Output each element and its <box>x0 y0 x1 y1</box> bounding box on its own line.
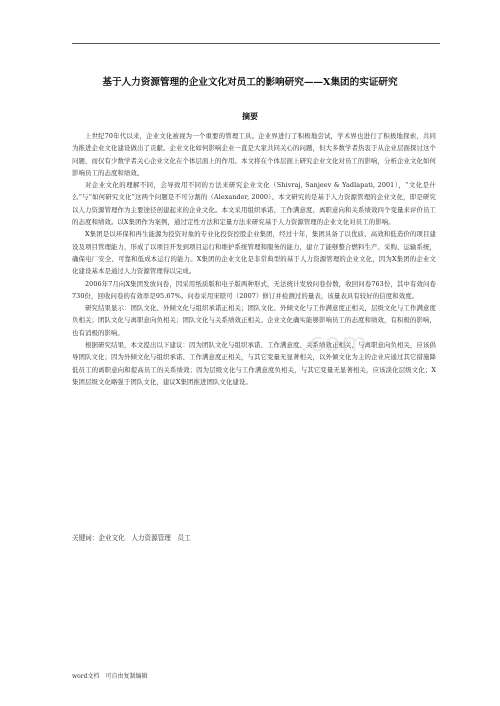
abstract-body <box>72 130 436 388</box>
keywords: 关键词：企业文化 人力资源管理 员工 <box>72 534 191 542</box>
watermark: .com <box>300 328 368 358</box>
abstract-heading: 摘要 <box>242 111 258 121</box>
page-footer: word文档 可自由复制编辑 <box>72 673 148 680</box>
paragraph: 研究结果显示：团队文化、外倾文化与组织承诺正相关；团队文化、外倾文化与工作满意度正相关，层级文化与工作满意度负相关；团队文化与离职意向负相关；团队文化与关系绩效正相关。企业文化确实能够影响员工的态度和绩效，有积极的影响，也有消极的影响。 <box>72 304 436 337</box>
paragraph: 根据研究结果，本文提出以下建议：因为团队文化与组织承诺、工作满意度、关系绩效正相关，与离职意向负相关，应该倡导团队文化；因为外倾文化与组织承诺、工作满意度正相关，与其它变量无显著相关，以外倾文化为主的企业应通过其它措施降低员工的离职意向和提高员工的关系绩效；因为层级文化与工作满意度负相关，与其它变量无显著相关，应该淡化层级文化；X集团层级文化略强于团队文化，建议X集团推进团队文化建设。 <box>72 341 436 386</box>
paragraph: 对企业文化的理解不同，会导致用不同的方法来研究企业文化（Shivraj, Sanjeev & Yadlapati, 2001），“文化是什么”与“如何研究文化”这两个问题是不可分割的（Alexander, 2000）。本文研究的是基于人力资源管理的企业文化，即是研究以人力资源管理作为主要途径创建起来的企业文化。本文采用组织承诺、工作满意度、离职意向和关系绩效四个变量来评价员工的态度和绩效。以X集团作为案例，通过定性方法和定量方法来研究基于人力资源管理的企业文化对员工的影响。 <box>72 181 436 227</box>
paragraph: 上世纪70年代以来，企业文化被视为一个重要的管理工具。企业界进行了积极地尝试，学术界也进行了积极地探索，共同为推进企业文化建设做出了贡献。企业文化如何影响企业一直是大家共同关心的问题，但大多数学者热衷于从企业层面探讨这个问题，而仅有少数学者关心企业文化在个体层面上的作用。本文将在个体层面上研究企业文化对员工的影响，分析企业文化如何影响员工的态度和绩效。 <box>72 132 436 177</box>
paragraph: 2006年7月向X集团发放问卷，因采用纸质版和电子版两种形式，无法统计发放问卷份数，收回问卷763份，其中有效问卷730份，回收问卷的有效率是95.67%。问卷采用宋联可（2007）修订并检测过的量表，该量表具有较好的信度和效度。 <box>72 279 436 300</box>
paragraph: X集团是以环保和再生能源为投资对象的专业化投资控股企业集团，经过十年，集团具备了以优质、高效和低造价的项目建设及项目管理能力，形成了以项目开发到项目运行和维护系统管理和服务的能力，建立了能够整合燃料生产、采购、运输系统，确保电厂安全、可靠和低成本运行的能力。X集团的企业文化是非常典型的基于人力资源管理的企业文化，因为X集团的企业文化建设基本是通过人力资源管理得以完成。 <box>72 230 436 276</box>
document-title: 基于人力资源管理的企业文化对员工的影响研究——X集团的实证研究 <box>102 77 398 88</box>
header-rule <box>72 43 440 44</box>
